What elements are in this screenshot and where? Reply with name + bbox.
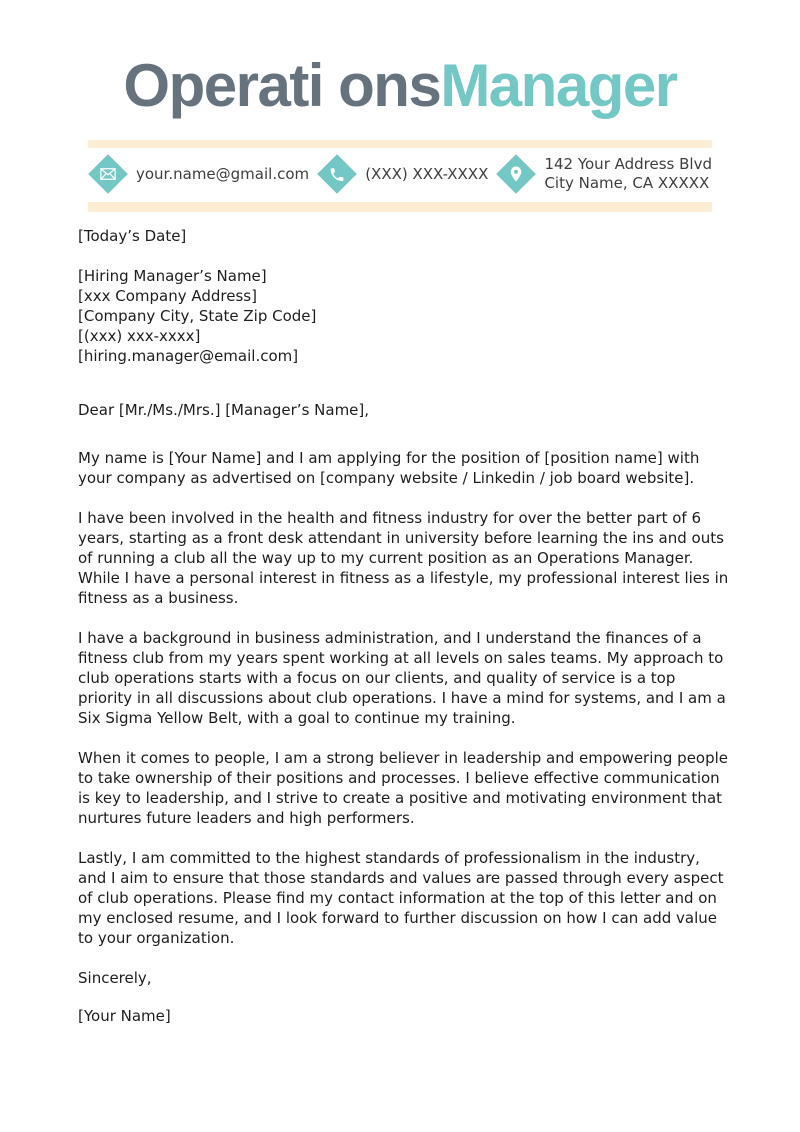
address-line-2: City Name, CA XXXXX [544, 174, 710, 192]
recipient-line: [Company City, State Zip Code] [78, 307, 317, 325]
contact-phone [317, 154, 488, 194]
paragraph-2: I have been involved in the health and fitness industry for over the better part of 6 years, starting as a front desk attendant in university before learning the ins and outs of running a club all the way up to my current position as an Operations Manager. While I have a personal interest in fitness as a lifestyle, my professional interest lies in fitness as a business. [78, 509, 729, 607]
recipient-line: [hiring.manager@email.com] [78, 347, 299, 365]
recipient-block [78, 266, 730, 366]
accent-strip-bottom [88, 202, 712, 212]
accent-strip-top [88, 140, 712, 148]
title-manager: Manager [440, 52, 677, 119]
letterhead [0, 46, 800, 212]
contact-email [88, 154, 309, 194]
title-operations: Operati ons [123, 52, 441, 119]
closing: Sincerely, [78, 969, 152, 987]
email-text: your.name@gmail.com [136, 164, 310, 183]
paragraph-3: I have a background in business administration, and I understand the finances of a fitness club from my years spent working at all levels on sales teams. My approach to club operations starts with a focus on our clients, and quality of service is a top priority in all discussions about club operations. I have a mind for systems, and I am a Six Sigma Yellow Belt, with a goal to continue my training. [78, 629, 726, 727]
address-text [544, 155, 712, 193]
signature: [Your Name] [78, 1007, 171, 1025]
phone-icon [317, 154, 357, 194]
recipient-line: [(xxx) xxx-xxxx] [78, 327, 201, 345]
paragraph-1: My name is [Your Name] and I am applying for the position of [position name] with your company as advertised on [company website / Linkedin / job board website]. [78, 449, 700, 487]
contact-row [88, 152, 712, 196]
phone-text: (XXX) XXX-XXXX [365, 164, 489, 183]
paragraph-5: Lastly, I am committed to the highest standards of professionalism in the industry, and I aim to ensure that those standards and values are passed through every aspect of club operations. Please find my contact information at the top of this letter and on my enclosed resume, and I look forward to further discussion on how I can add value to your organization. [78, 849, 724, 947]
page-title [0, 46, 800, 126]
letter-body [0, 212, 800, 1026]
recipient-line: [Hiring Manager’s Name] [78, 267, 267, 285]
location-pin-icon [497, 154, 537, 194]
recipient-line: [xxx Company Address] [78, 287, 257, 305]
contact-address [496, 154, 712, 194]
salutation: Dear [Mr./Ms./Mrs.] [Manager’s Name], [78, 401, 370, 419]
date-line: [Today’s Date] [78, 227, 187, 245]
address-line-1: 142 Your Address Blvd [544, 155, 712, 173]
email-icon [88, 154, 128, 194]
paragraph-4: When it comes to people, I am a strong believer in leadership and empowering people to take ownership of their positions and processes. I believe effective communication is key to leadership, and I strive to create a positive and motivating environment that nurtures future leaders and high performers. [78, 749, 729, 827]
